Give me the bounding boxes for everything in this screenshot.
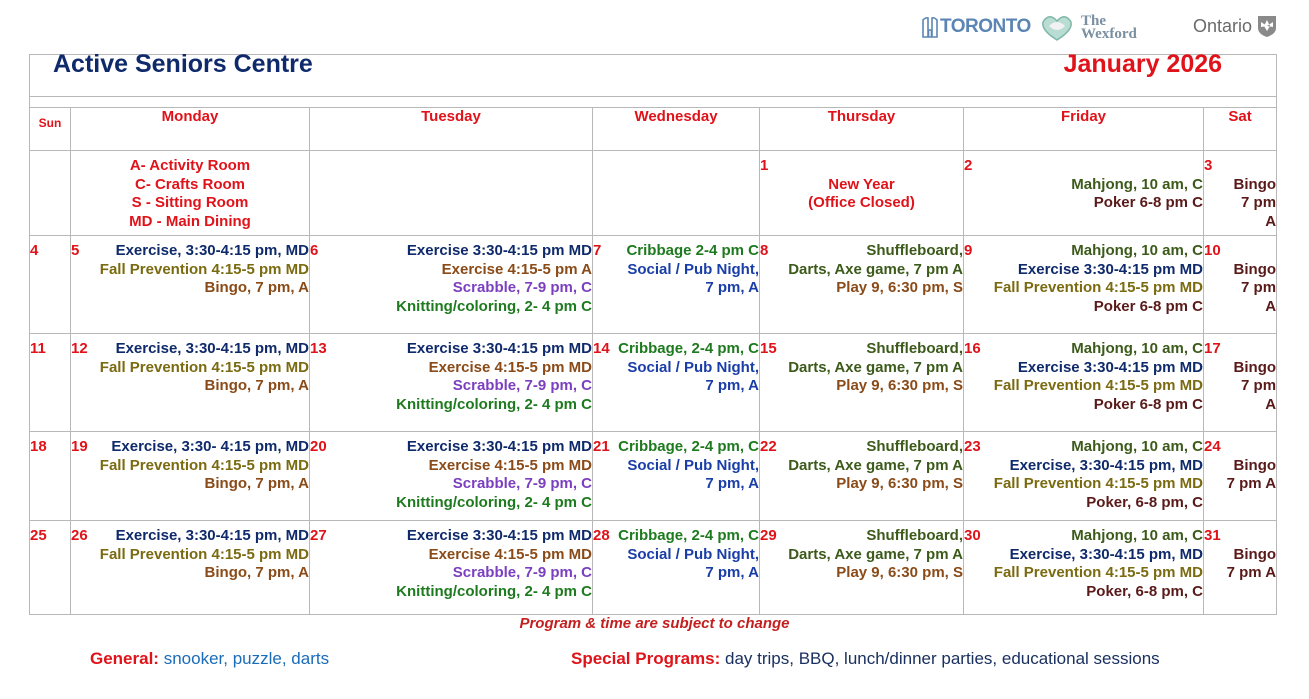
- header-friday: Friday: [964, 108, 1204, 151]
- day-number: 14: [593, 340, 610, 357]
- day-cell: [593, 521, 760, 615]
- event-line: Scrabble, 7-9 pm, C: [452, 279, 592, 297]
- week-row: [30, 334, 1277, 432]
- special-programs: [571, 649, 1160, 669]
- event-line: Shuffleboard,: [866, 242, 963, 260]
- event-line: 7 pm A: [1226, 564, 1277, 582]
- event-line: Exercise 3:30-4:15 pm MD: [406, 527, 592, 545]
- event-line: Darts, Axe game, 7 pm A: [788, 456, 963, 474]
- event-line: Exercise 4:15-5 pm MD: [428, 545, 592, 563]
- day-number: 9: [964, 242, 973, 259]
- event-line: Darts, Axe game, 7 pm A: [788, 358, 963, 376]
- day-cell: [964, 236, 1204, 334]
- day-cell: [593, 432, 760, 521]
- event-line: A: [1265, 213, 1277, 231]
- event-line: Play 9, 6:30 pm, S: [836, 475, 963, 493]
- event-line: Bingo: [1233, 260, 1277, 278]
- centre-title: Active Seniors Centre: [53, 50, 313, 78]
- day-cell: [1204, 432, 1277, 521]
- event-line: 7 pm: [1241, 194, 1277, 212]
- event-line: Shuffleboard,: [866, 340, 963, 358]
- day-number: 31: [1204, 527, 1221, 544]
- event-line: Mahjong, 10 am, C: [1071, 175, 1203, 193]
- day-cell: [310, 334, 593, 432]
- event-line: Darts, Axe game, 7 pm A: [788, 260, 963, 278]
- day-cell: [964, 521, 1204, 615]
- event-line: Poker, 6-8 pm, C: [1086, 494, 1203, 512]
- week-row: [30, 432, 1277, 521]
- wexford-word-2: Wexford: [1081, 26, 1137, 42]
- event-line: Exercise, 3:30-4:15 pm, MD: [115, 527, 309, 545]
- event-line: Fall Prevention 4:15-5 pm MD: [99, 260, 309, 278]
- event-line: A: [1265, 298, 1277, 316]
- event-line: Exercise, 3:30- 4:15 pm, MD: [111, 438, 309, 456]
- event-line: Social / Pub Night,: [627, 456, 759, 474]
- title-row: [30, 55, 1277, 97]
- event-line: Bingo, 7 pm, A: [204, 564, 309, 582]
- city-hall-icon: [922, 16, 938, 38]
- heart-leaf-icon: [1039, 14, 1075, 42]
- event-line: Scrabble, 7-9 pm, C: [452, 377, 592, 395]
- day-number: 12: [71, 340, 88, 357]
- event-line: Fall Prevention 4:15-5 pm MD: [99, 545, 309, 563]
- day-cell: [71, 236, 310, 334]
- event-line: Bingo: [1233, 175, 1277, 193]
- day-number: 10: [1204, 242, 1221, 259]
- event-line: Bingo: [1233, 358, 1277, 376]
- day-cell: [30, 432, 71, 521]
- event-line: Fall Prevention 4:15-5 pm MD: [993, 279, 1203, 297]
- event-line: Cribbage 2-4 pm C: [626, 242, 759, 260]
- general-programs: [90, 649, 329, 669]
- event-line: Knitting/coloring, 2- 4 pm C: [396, 494, 592, 512]
- room-legend-cell: [71, 151, 310, 236]
- event-line: New Year: [828, 175, 895, 193]
- legend-line: S - Sitting Room: [131, 194, 249, 212]
- day-cell: [760, 236, 964, 334]
- event-line: Exercise 3:30-4:15 pm MD: [406, 438, 592, 456]
- toronto-wordmark: TORONTO: [940, 16, 1031, 37]
- day-cell: [593, 236, 760, 334]
- day-cell: [1204, 521, 1277, 615]
- event-line: Exercise 3:30-4:15 pm MD: [406, 242, 592, 260]
- header-tuesday: Tuesday: [310, 108, 593, 151]
- day-number: 28: [593, 527, 610, 544]
- event-line: Knitting/coloring, 2- 4 pm C: [396, 298, 592, 316]
- event-line: Cribbage, 2-4 pm, C: [618, 527, 759, 545]
- day-number: 26: [71, 527, 88, 544]
- event-line: Social / Pub Night,: [627, 545, 759, 563]
- day-number: 5: [71, 242, 80, 259]
- day-cell: [593, 334, 760, 432]
- event-line: Exercise 4:15-5 pm A: [441, 260, 592, 278]
- event-line: 7 pm: [1241, 377, 1277, 395]
- month-title: January 2026: [1063, 50, 1223, 78]
- day-number: 15: [760, 340, 777, 357]
- event-line: 7 pm, A: [705, 279, 759, 297]
- event-line: (Office Closed): [808, 194, 915, 212]
- day-cell: [71, 521, 310, 615]
- event-line: Fall Prevention 4:15-5 pm MD: [993, 475, 1203, 493]
- day-number: 27: [310, 527, 327, 544]
- day-number: 23: [964, 438, 981, 455]
- header-saturday: Sat: [1204, 108, 1277, 151]
- legend-line: MD - Main Dining: [129, 213, 251, 231]
- event-line: 7 pm A: [1226, 475, 1277, 493]
- event-line: Play 9, 6:30 pm, S: [836, 377, 963, 395]
- event-line: Mahjong, 10 am, C: [1071, 527, 1203, 545]
- day-cell: [310, 432, 593, 521]
- day-cell: [964, 151, 1204, 236]
- day-cell: [964, 432, 1204, 521]
- event-line: Fall Prevention 4:15-5 pm MD: [99, 456, 309, 474]
- special-items: day trips, BBQ, lunch/dinner parties, educational sessions: [720, 649, 1160, 668]
- event-line: Exercise 4:15-5 pm MD: [428, 358, 592, 376]
- day-number: 22: [760, 438, 777, 455]
- day-cell: [760, 334, 964, 432]
- event-line: Scrabble, 7-9 pm, C: [452, 475, 592, 493]
- event-line: A: [1265, 396, 1277, 414]
- event-line: Shuffleboard,: [866, 527, 963, 545]
- day-number: 16: [964, 340, 981, 357]
- day-cell: [30, 236, 71, 334]
- event-line: Exercise, 3:30-4:15 pm, MD: [115, 242, 309, 260]
- event-line: Exercise 3:30-4:15 pm MD: [1017, 260, 1203, 278]
- day-number: 2: [964, 157, 973, 174]
- legend-line: A- Activity Room: [129, 157, 251, 174]
- event-line: Cribbage, 2-4 pm, C: [618, 340, 759, 358]
- day-cell: [964, 334, 1204, 432]
- event-line: Poker, 6-8 pm, C: [1086, 583, 1203, 601]
- day-number: 19: [71, 438, 88, 455]
- header-monday: Monday: [71, 108, 310, 151]
- spacer-cell: [30, 97, 1277, 108]
- day-cell: [310, 521, 593, 615]
- day-number: 13: [310, 340, 327, 357]
- event-line: Exercise 3:30-4:15 pm MD: [1017, 358, 1203, 376]
- event-line: Mahjong, 10 am, C: [1071, 242, 1203, 260]
- event-line: Scrabble, 7-9 pm, C: [452, 564, 592, 582]
- day-number: 3: [1204, 157, 1213, 174]
- event-line: Exercise, 3:30-4:15 pm, MD: [1009, 545, 1203, 563]
- event-line: Exercise 3:30-4:15 pm MD: [406, 340, 592, 358]
- event-line: 7 pm, A: [705, 475, 759, 493]
- event-line: Shuffleboard,: [866, 438, 963, 456]
- event-line: Cribbage, 2-4 pm, C: [618, 438, 759, 456]
- event-line: 7 pm, A: [705, 564, 759, 582]
- event-line: Mahjong, 10 am, C: [1071, 340, 1203, 358]
- day-number: 24: [1204, 438, 1221, 455]
- event-line: Exercise, 3:30-4:15 pm, MD: [115, 340, 309, 358]
- day-cell: [760, 432, 964, 521]
- day-number: 20: [310, 438, 327, 455]
- event-line: Fall Prevention 4:15-5 pm MD: [993, 564, 1203, 582]
- schedule-note: Program & time are subject to change: [519, 615, 790, 632]
- day-cell: [1204, 334, 1277, 432]
- day-cell-empty: [593, 151, 760, 236]
- day-number: 1: [760, 157, 769, 174]
- day-cell: [760, 151, 964, 236]
- day-cell-empty: [310, 151, 593, 236]
- event-line: Social / Pub Night,: [627, 358, 759, 376]
- general-label: General:: [90, 649, 159, 668]
- toronto-logo: [922, 16, 1031, 38]
- day-cell: [1204, 151, 1277, 236]
- event-line: Fall Prevention 4:15-5 pm MD: [99, 358, 309, 376]
- weekday-header-row: [30, 108, 1277, 151]
- event-line: Bingo: [1233, 456, 1277, 474]
- header-thursday: Thursday: [760, 108, 964, 151]
- day-number: 30: [964, 527, 981, 544]
- event-line: Bingo, 7 pm, A: [204, 377, 309, 395]
- event-line: Play 9, 6:30 pm, S: [836, 564, 963, 582]
- event-line: Play 9, 6:30 pm, S: [836, 279, 963, 297]
- day-number: 6: [310, 242, 319, 259]
- event-line: Mahjong, 10 am, C: [1071, 438, 1203, 456]
- ontario-logo: [1193, 14, 1278, 38]
- trillium-icon: [1256, 14, 1278, 38]
- event-line: Knitting/coloring, 2- 4 pm C: [396, 583, 592, 601]
- day-number: 21: [593, 438, 610, 455]
- event-line: Bingo: [1233, 545, 1277, 563]
- day-cell: [71, 334, 310, 432]
- event-line: Exercise 4:15-5 pm MD: [428, 456, 592, 474]
- day-number: 4: [30, 242, 39, 259]
- title-cell: [30, 50, 1277, 97]
- event-line: Social / Pub Night,: [627, 260, 759, 278]
- day-number: 8: [760, 242, 769, 259]
- event-line: Fall Prevention 4:15-5 pm MD: [993, 377, 1203, 395]
- event-line: Exercise, 3:30-4:15 pm, MD: [1009, 456, 1203, 474]
- event-line: Darts, Axe game, 7 pm A: [788, 545, 963, 563]
- day-number: 29: [760, 527, 777, 544]
- day-cell: [310, 236, 593, 334]
- day-number: 18: [30, 438, 47, 455]
- day-cell-empty: [30, 151, 71, 236]
- special-label: Special Programs:: [571, 649, 721, 668]
- day-cell: [30, 521, 71, 615]
- event-line: 7 pm: [1241, 279, 1277, 297]
- event-line: Bingo, 7 pm, A: [204, 475, 309, 493]
- header-sun: Sun: [30, 108, 71, 151]
- week-row: [30, 151, 1277, 236]
- calendar-table: [29, 50, 1277, 615]
- day-number: 25: [30, 527, 47, 544]
- event-line: Poker 6-8 pm C: [1093, 396, 1203, 414]
- event-line: Knitting/coloring, 2- 4 pm C: [396, 396, 592, 414]
- legend-line: C- Crafts Room: [134, 175, 245, 193]
- header-wednesday: Wednesday: [593, 108, 760, 151]
- day-cell: [71, 432, 310, 521]
- day-cell: [760, 521, 964, 615]
- spacer-row: [30, 97, 1277, 108]
- day-number: 17: [1204, 340, 1221, 357]
- logo-bar: [0, 10, 1309, 50]
- week-row: [30, 521, 1277, 615]
- ontario-wordmark: Ontario: [1193, 15, 1253, 36]
- day-number: 7: [593, 242, 602, 259]
- week-row: [30, 236, 1277, 334]
- event-line: Bingo, 7 pm, A: [204, 279, 309, 297]
- day-cell: [1204, 236, 1277, 334]
- wexford-logo: [1039, 14, 1137, 42]
- day-cell: [30, 334, 71, 432]
- general-items: snooker, puzzle, darts: [158, 649, 330, 668]
- event-line: Poker 6-8 pm C: [1093, 298, 1203, 316]
- day-number: 11: [30, 340, 46, 357]
- wexford-word-1: The: [1081, 13, 1107, 29]
- event-line: Poker 6-8 pm C: [1093, 194, 1203, 212]
- event-line: 7 pm, A: [705, 377, 759, 395]
